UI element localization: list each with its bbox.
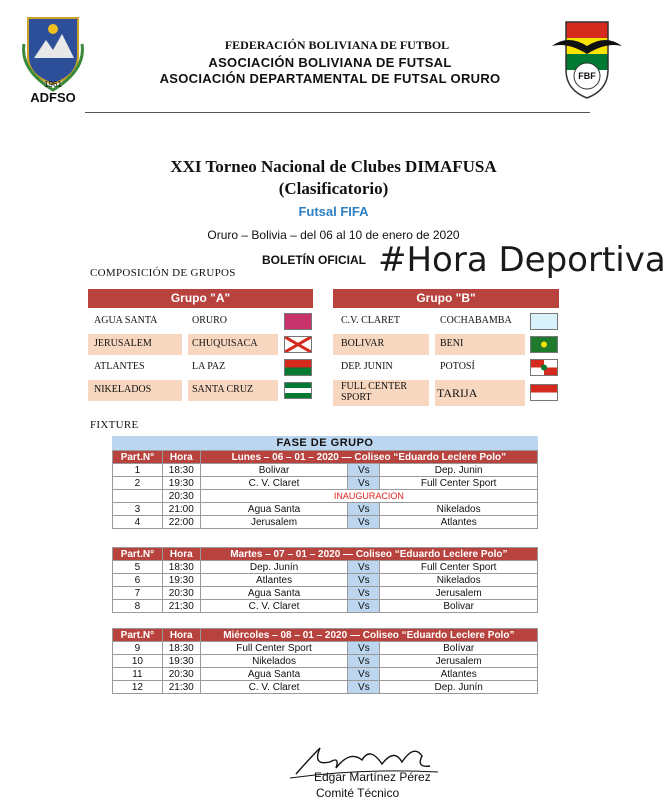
col-hora: Hora <box>162 548 200 561</box>
fixture-section-title: FIXTURE <box>90 419 139 431</box>
col-hora: Hora <box>162 451 200 464</box>
table-row: 8 21:30 C. V. Claret Vs Bolivar <box>113 600 538 613</box>
col-part: Part.N° <box>113 451 163 464</box>
signatory-name: Edgar Martínez Pérez <box>314 770 431 784</box>
tournament-title: XXI Torneo Nacional de Clubes DIMAFUSA <box>170 157 497 176</box>
team-name: JERUSALEM <box>94 338 152 349</box>
table-row: 5 18:30 Dep. Junín Vs Full Center Sport <box>113 561 538 574</box>
group-a-row <box>88 357 313 378</box>
team-name: BOLIVAR <box>341 338 385 349</box>
federation-name: FEDERACIÓN BOLIVIANA DE FUTBOL <box>224 38 450 52</box>
association-name: ASOCIACIÓN BOLIVIANA DE FUTSAL <box>208 55 452 70</box>
team-department: LA PAZ <box>192 361 226 372</box>
group-b-header: Grupo "B" <box>333 289 559 308</box>
beni-flag-icon <box>530 336 558 353</box>
tournament-subtitle: (Clasificatorio) <box>278 179 389 198</box>
group-b-row <box>333 311 559 332</box>
team-name: FULL CENTER SPORT <box>341 381 408 403</box>
col-part: Part.N° <box>113 548 163 561</box>
table-row: 7 20:30 Agua Santa Vs Jerusalem <box>113 587 538 600</box>
day-heading: Martes – 07 – 01 – 2020 — Coliseo “Eduardo Leclere Polo” <box>200 548 537 561</box>
team-name: ATLANTES <box>94 361 145 372</box>
fixture-table-day1 <box>112 450 538 529</box>
adfso-logo <box>20 14 86 106</box>
group-b-row <box>333 357 559 378</box>
group-a-row <box>88 311 313 332</box>
team-name: AGUA SANTA <box>94 315 158 326</box>
team-department: COCHABAMBA <box>440 315 512 326</box>
logo-year: 1961 <box>44 80 62 89</box>
team-department: CHUQUISACA <box>192 338 258 349</box>
group-b-row <box>333 334 559 355</box>
table-row: 9 18:30 Full Center Sport Vs Bolívar <box>113 642 538 655</box>
table-row: 20:30 INAUGURACION <box>113 490 538 503</box>
inauguration-label: INAUGURACION <box>200 490 537 503</box>
table-row: 3 21:00 Agua Santa Vs Nikelados <box>113 503 538 516</box>
table-row: 11 20:30 Agua Santa Vs Atlantes <box>113 668 538 681</box>
group-a-header: Grupo "A" <box>88 289 313 308</box>
col-hora: Hora <box>162 629 200 642</box>
group-b-row <box>333 380 559 406</box>
discipline-label: Futsal FIFA <box>298 204 369 219</box>
table-row: 6 19:30 Atlantes Vs Nikelados <box>113 574 538 587</box>
team-department: TARIJA <box>437 386 478 400</box>
phase-title: FASE DE GRUPO <box>112 436 538 450</box>
team-department: BENI <box>440 338 464 349</box>
group-a-row <box>88 380 313 401</box>
lapaz-flag-icon <box>284 359 312 376</box>
fixture-table-day2 <box>112 547 538 613</box>
oruro-flag-icon <box>284 313 312 330</box>
tarija-flag-icon <box>530 384 558 401</box>
table-row: 1 18:30 Bolivar Vs Dep. Junin <box>113 464 538 477</box>
groups-section-title: COMPOSICIÓN DE GRUPOS <box>90 267 236 279</box>
header-divider <box>85 112 590 113</box>
team-department: POTOSÍ <box>440 361 475 372</box>
team-department: ORURO <box>192 315 228 326</box>
santacruz-flag-icon <box>284 382 312 399</box>
venue-dates: Oruro – Bolivia – del 06 al 10 de enero de 2020 <box>207 228 460 242</box>
team-department: SANTA CRUZ <box>192 384 254 395</box>
bulletin-label: BOLETÍN OFICIAL <box>262 253 366 267</box>
table-row: 4 22:00 Jerusalem Vs Atlantes <box>113 516 538 529</box>
fixture-table-day3 <box>112 628 538 694</box>
chuquisaca-flag-icon <box>284 336 312 353</box>
table-row: 10 19:30 Nikelados Vs Jerusalem <box>113 655 538 668</box>
table-row: 2 19:30 C. V. Claret Vs Full Center Sport <box>113 477 538 490</box>
day-heading: Lunes – 06 – 01 – 2020 — Coliseo “Eduardo Leclere Polo” <box>200 451 537 464</box>
fbf-shield-icon <box>552 16 622 102</box>
col-part: Part.N° <box>113 629 163 642</box>
group-a-row <box>88 334 313 355</box>
logo-acronym: ADFSO <box>30 90 76 105</box>
day-heading: Miércoles – 08 – 01 – 2020 — Coliseo “Eduardo Leclere Polo” <box>200 629 537 642</box>
team-name: NIKELADOS <box>94 384 152 395</box>
potosi-flag-icon <box>530 359 558 376</box>
fbf-logo <box>552 16 622 102</box>
watermark-hashtag: #Hora Deportiva <box>378 240 666 280</box>
departmental-association: ASOCIACIÓN DEPARTAMENTAL DE FUTSAL ORURO <box>159 71 501 86</box>
cochabamba-flag-icon <box>530 313 558 330</box>
table-row: 12 21:30 C. V. Claret Vs Dep. Junín <box>113 681 538 694</box>
team-name: DEP. JUNIN <box>341 361 393 372</box>
signatory-role: Comité Técnico <box>316 786 400 800</box>
team-name: C.V. CLARET <box>341 315 400 326</box>
fbf-text: FBF <box>578 71 596 81</box>
